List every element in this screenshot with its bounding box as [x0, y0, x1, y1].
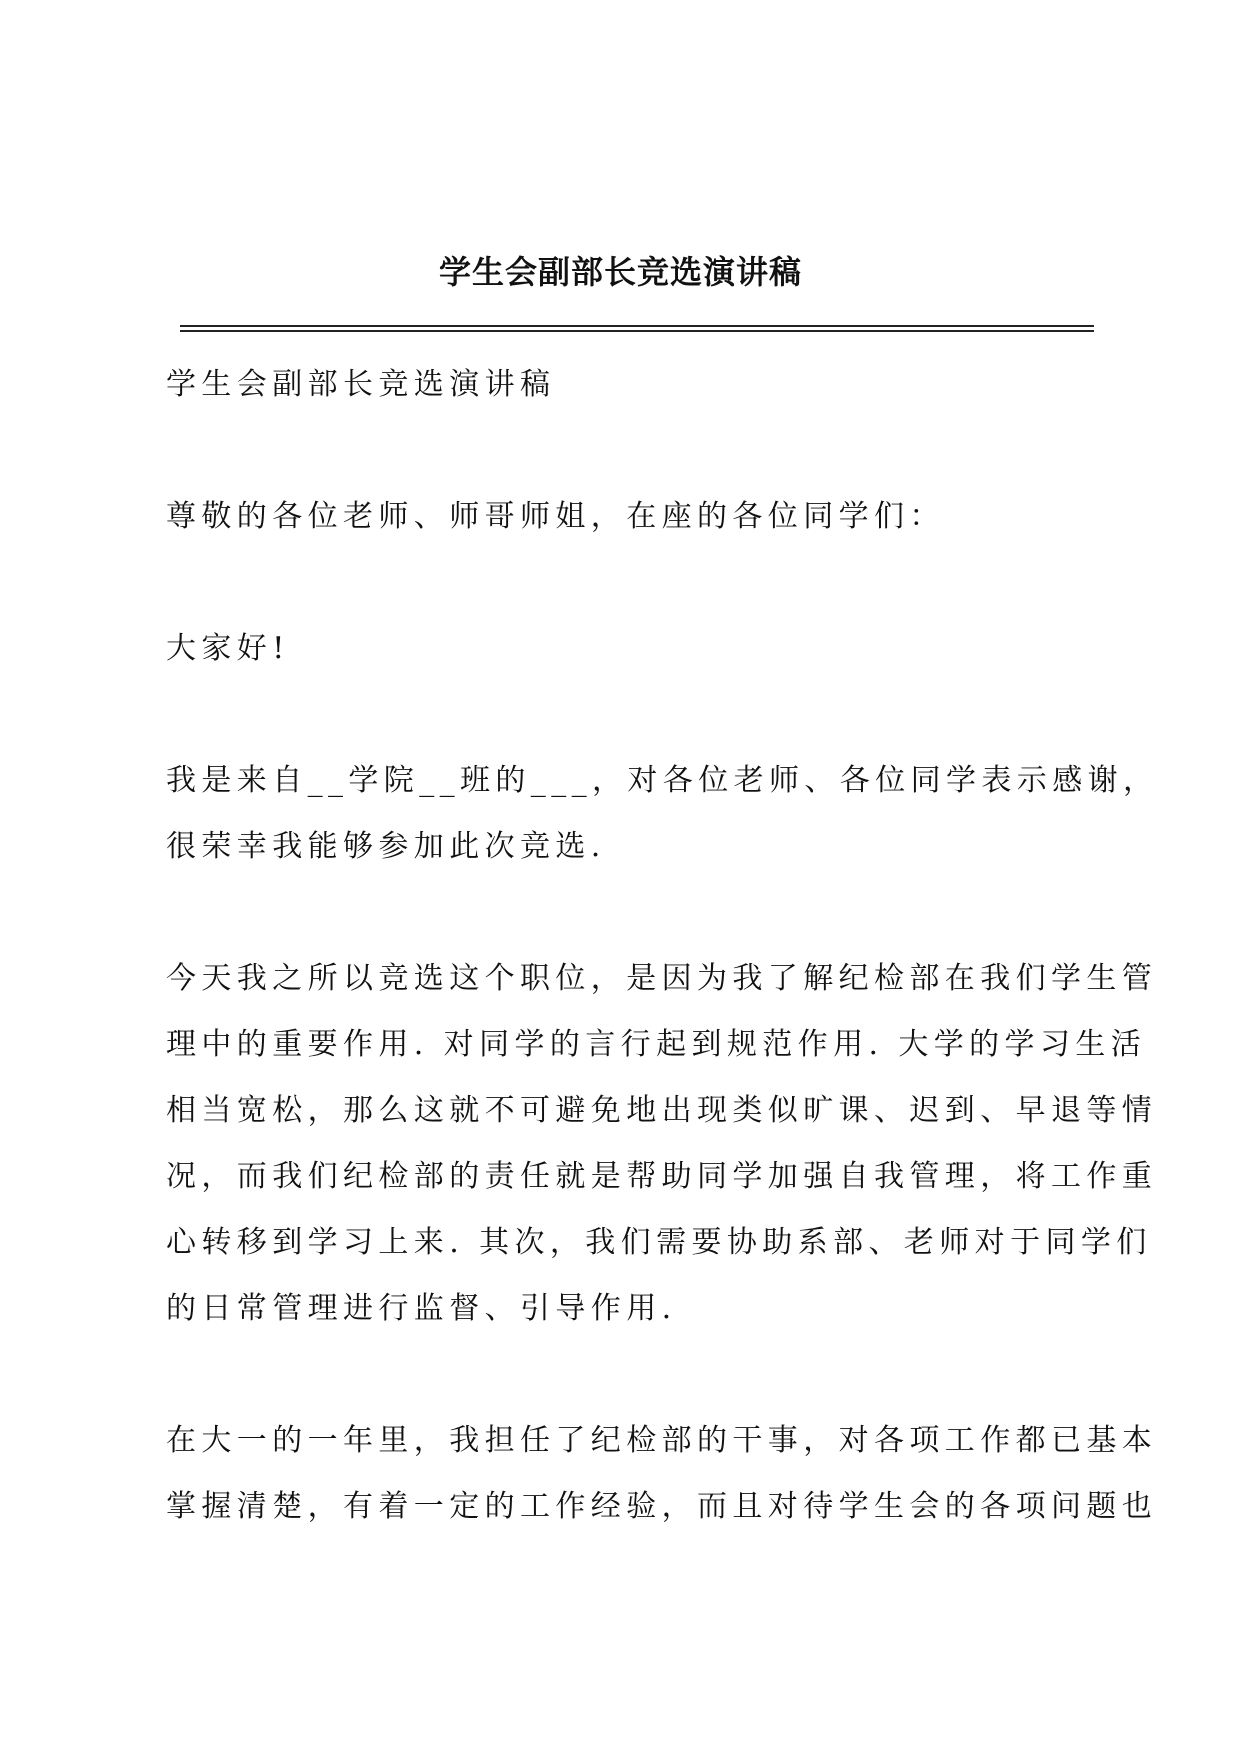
text-line: 的日常管理进行监督、引导作用.	[166, 1291, 677, 1326]
text-line: 尊敬的各位老师、师哥师姐，在座的各位同学们：	[166, 499, 945, 534]
text-line: 掌握清楚，有着一定的工作经验，而且对待学生会的各项问题也	[166, 1489, 1158, 1524]
text-line: 心转移到学习上来. 其次，我们需要协助系部、老师对于同学们	[166, 1225, 1152, 1260]
text-line: 相当宽松，那么这就不可避免地出现类似旷课、迟到、早退等情	[166, 1093, 1158, 1128]
text-line: 学生会副部长竞选演讲稿	[166, 367, 556, 402]
text-line: 大家好!	[166, 631, 290, 666]
paragraph-introduction	[166, 748, 1159, 880]
paragraph-experience	[166, 1408, 1158, 1540]
paragraph-heading	[166, 352, 1090, 418]
text-line: 今天我之所以竞选这个职位，是因为我了解纪检部在我们学生管	[166, 961, 1158, 996]
text-line: 我是来自__学院__班的___，对各位老师、各位同学表示感谢，	[166, 763, 1159, 798]
text-line: 理中的重要作用. 对同学的言行起到规范作用. 大学的学习生活	[166, 1027, 1147, 1062]
title-divider-bottom	[180, 330, 1094, 332]
text-line: 很荣幸我能够参加此次竞选.	[166, 829, 606, 864]
paragraph-motivation	[166, 946, 1158, 1342]
paragraph-greeting	[166, 616, 1090, 682]
text-line: 况，而我们纪检部的责任就是帮助同学加强自我管理，将工作重	[166, 1159, 1158, 1194]
document-body	[166, 352, 1159, 1606]
text-line: 在大一的一年里，我担任了纪检部的干事，对各项工作都已基本	[166, 1423, 1158, 1458]
document-title: 学生会副部长竞选演讲稿	[438, 253, 802, 291]
title-divider-top	[180, 325, 1094, 327]
paragraph-salutation	[166, 484, 1090, 550]
